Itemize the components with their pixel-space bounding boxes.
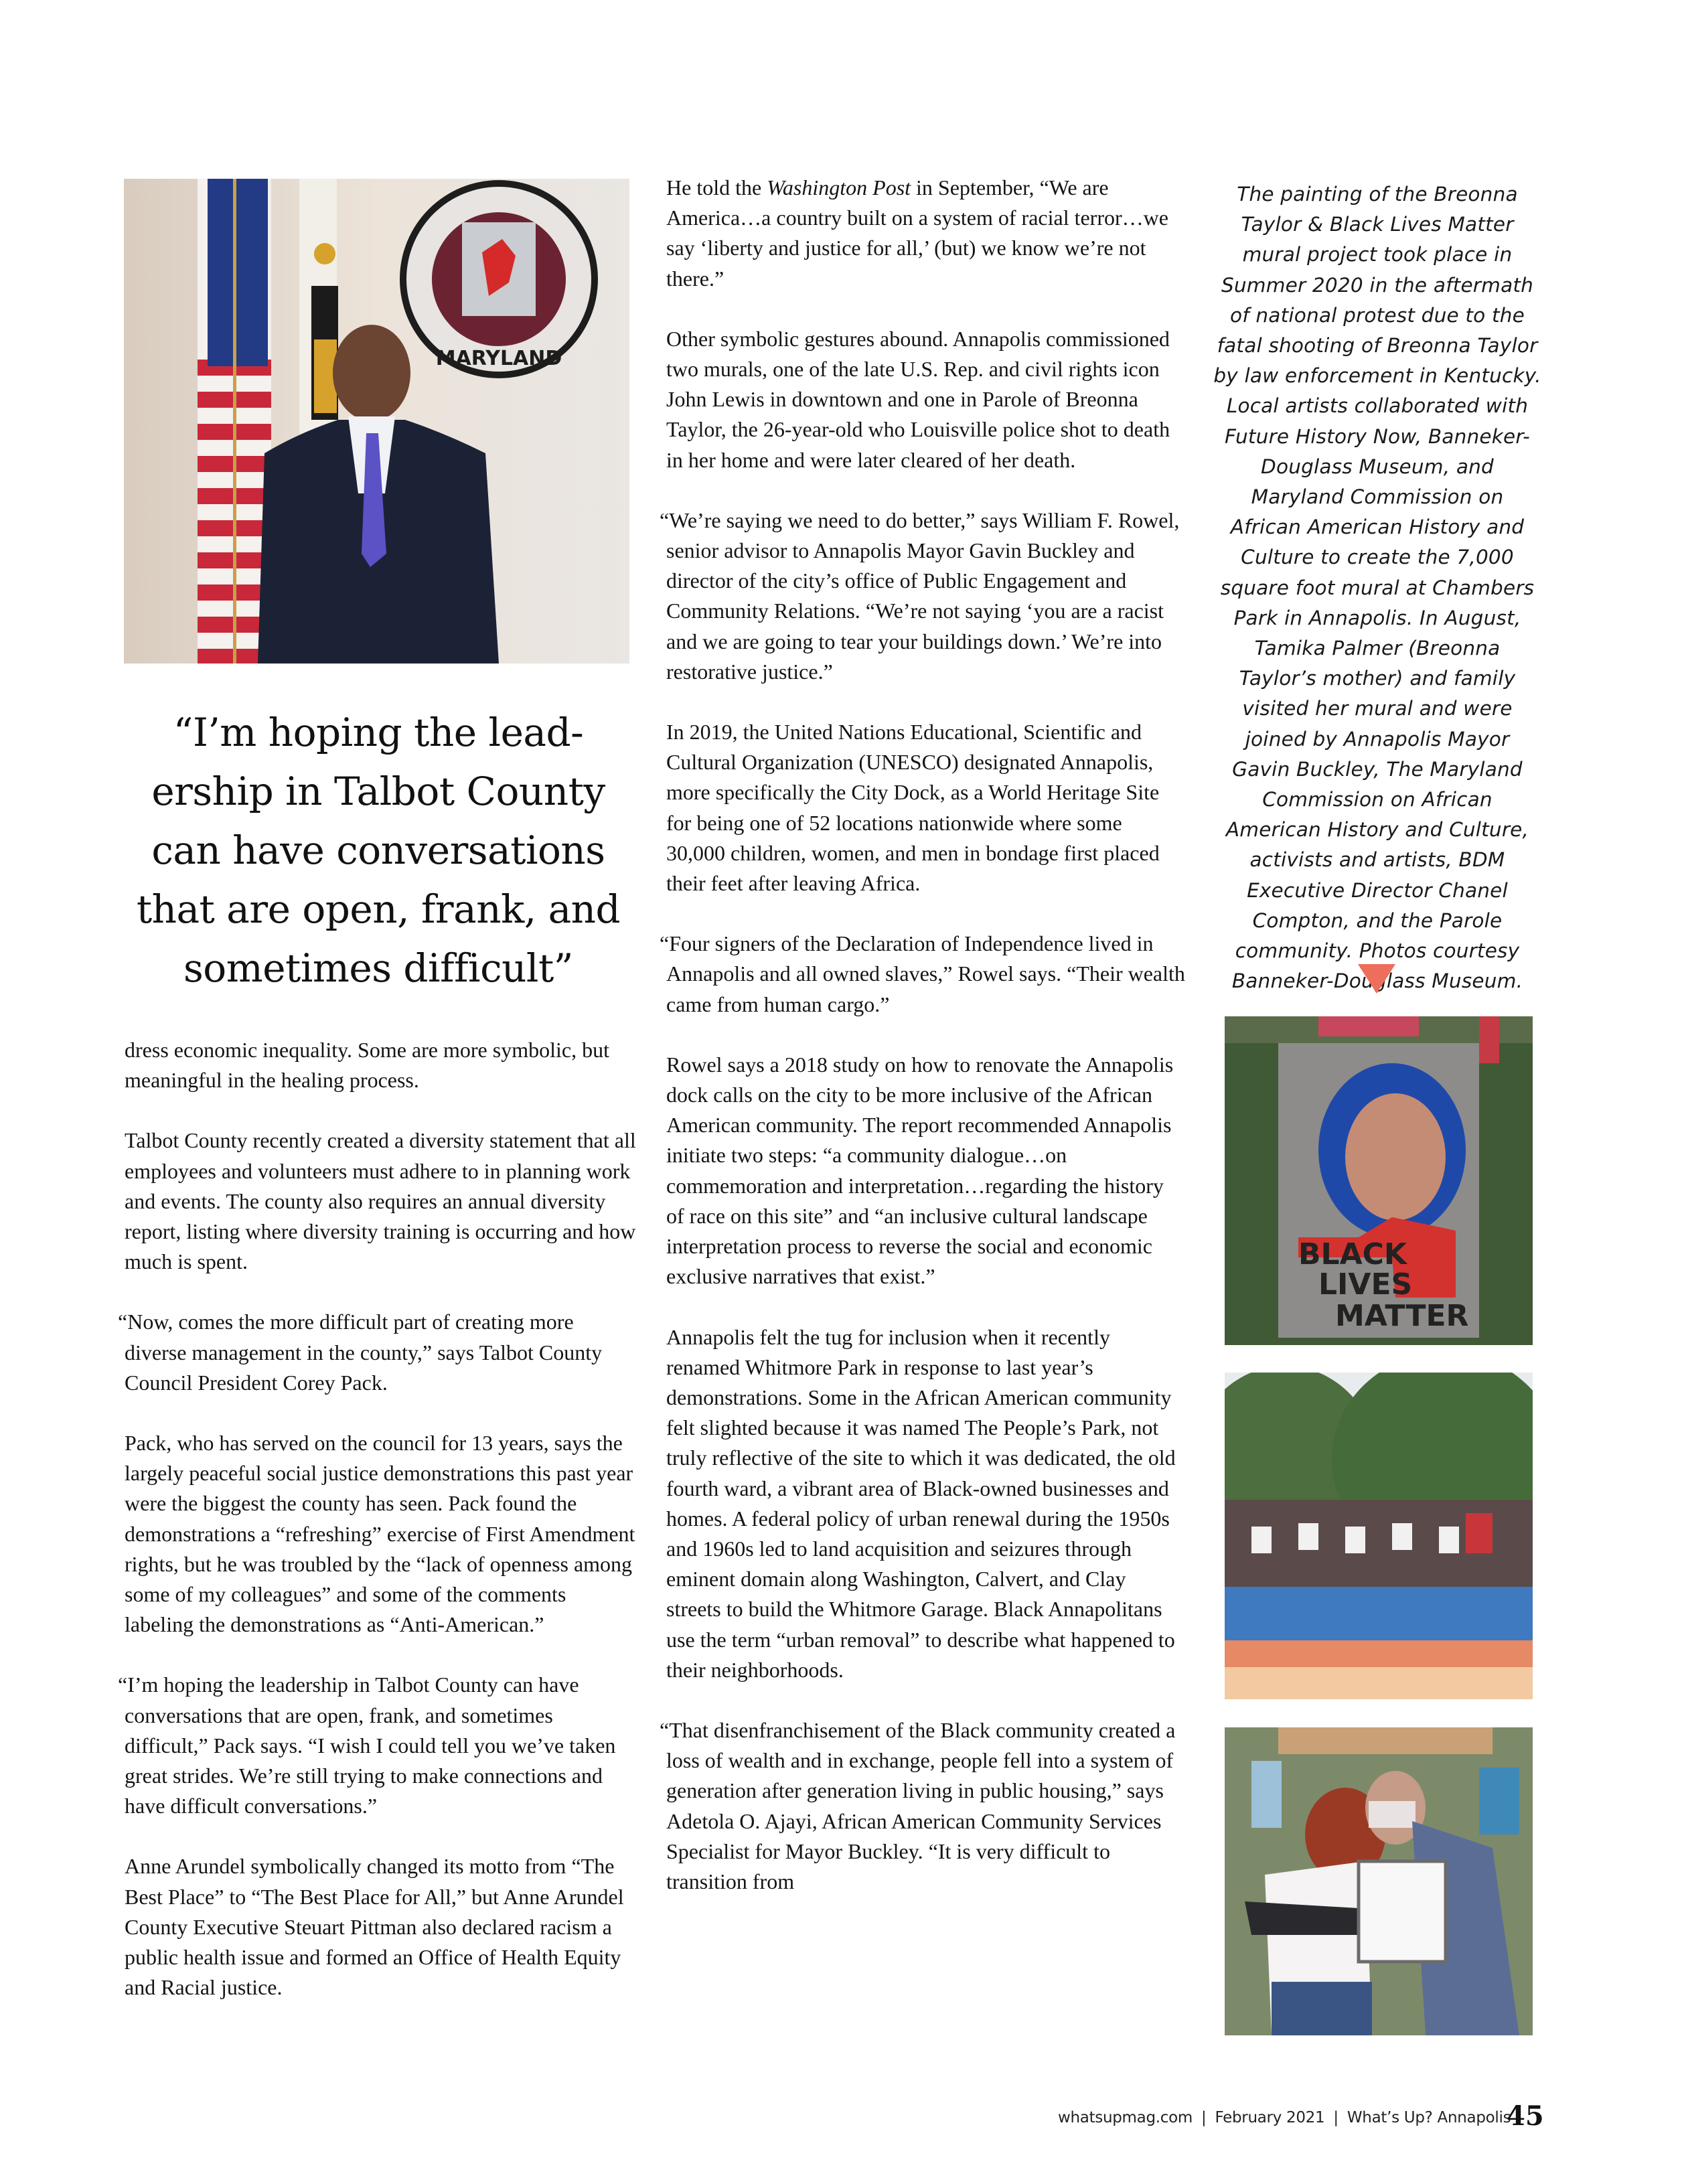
text-run: in September, “We are America…a country built on a system of racial terror…we say ‘liberty and justice for all,’ (but) we know we’re not there.” bbox=[666, 175, 1168, 291]
ceremony-photo bbox=[1225, 1727, 1533, 2035]
paragraph: Other symbolic gestures abound. Annapolis commissioned two murals, one of the late U.S. Rep. and civil rights icon John Lewis in downtown and one in Parole of Breonna Taylor, the 26-year-old who Louisville police shot to death in her home and were later cleared of her death. bbox=[666, 326, 1170, 472]
paragraph: Talbot County recently created a diversity statement that all employees and volunteers must adhere to in planning work and events. The county also requires an annual diversity report, listing where diversity training is occurring and how much is spent. bbox=[125, 1128, 636, 1274]
mural-text: MATTER bbox=[1335, 1299, 1469, 1333]
paragraph: In 2019, the United Nations Educational, Scientific and Cultural Organization (UNESCO) designated Annapolis, more specifically the City Dock, as a World Heritage Site for being one of 52 locations nationwide where some 30,000 children, women, and men in bondage first placed their feet after leaving Africa. bbox=[666, 720, 1160, 896]
pull-quote-line: ership in Talbot County bbox=[151, 769, 605, 814]
pull-quote-line: that are open, frank, and bbox=[136, 886, 621, 932]
portrait-photo bbox=[124, 179, 629, 664]
paragraph: Anne Arundel symbolically changed its motto from “The Best Place” to “The Best Place for All,” but Anne Arundel County Executive Steuart Pittman also declared racism a public health issue and formed an Office of Health Equity and Racial justice. bbox=[125, 1854, 624, 2000]
paragraph-washington-post bbox=[666, 173, 1185, 294]
mural-aerial-photo bbox=[1225, 1016, 1533, 1345]
paragraph: “Now, comes the more difficult part of creating more diverse management in the county,” says Talbot County Council President Corey Pack. bbox=[118, 1310, 603, 1395]
footer-separator: | bbox=[1201, 2109, 1207, 2126]
paragraph: Pack, who has served on the council for 13 years, says the largely peaceful social justice demonstrations this past year were the biggest the county has seen. Pack found the demonstrations a “refreshing” exercise of First Amendment rights, but he was troubled by the “lack of openness among some of my colleagues” and some of the comments labeling the demonstrations as “Anti-American.” bbox=[125, 1431, 635, 1637]
footer-issue: February 2021 bbox=[1215, 2109, 1325, 2126]
paragraph: “Four signers of the Declaration of Independence lived in Annapolis and all owned slaves,” Rowel says. “Their wealth came from human cargo.” bbox=[660, 931, 1185, 1016]
mural-illustration bbox=[1225, 1016, 1533, 1345]
footer-separator: | bbox=[1333, 2109, 1339, 2126]
paragraph: “We’re saying we need to do better,” says William F. Rowel, senior advisor to Annapolis Mayor Gavin Buckley and director of the city’s office of Public Engagement and Community Relations. “We’re not saying ‘you are a racist and we are going to tear your buildings down.’ We’re into restorative justice.” bbox=[660, 508, 1180, 684]
pull-quote-line: sometimes difficult” bbox=[183, 945, 573, 991]
crowd-illustration bbox=[1225, 1373, 1533, 1699]
pull-quote bbox=[124, 703, 633, 998]
text-run: He told the bbox=[666, 175, 767, 200]
page-footer bbox=[1058, 2109, 1511, 2126]
publication-title: Washington Post bbox=[767, 175, 911, 200]
paragraph: dress economic inequality. Some are more symbolic, but meaningful in the healing process. bbox=[125, 1038, 609, 1093]
middle-column bbox=[660, 173, 1185, 1927]
left-column bbox=[118, 1035, 637, 2033]
crowd-photo bbox=[1225, 1373, 1533, 1699]
pull-quote-line: “I’m hoping the lead- bbox=[173, 710, 584, 755]
footer-site: whatsupmag.com bbox=[1058, 2109, 1193, 2126]
paragraph: “That disenfranchisement of the Black community created a loss of wealth and in exchange, people fell into a system of generation after generation living in public housing,” says Adetola O. Ajayi, African American Community Services Specialist for Mayor Buckley. “It is very difficult to transition from bbox=[660, 1717, 1176, 1893]
photo-caption: The painting of the Breonna Taylor & Black Lives Matter mural project took place in Summer 2020 in the aftermath of national protest due to the fatal shooting of Breonna Taylor by law enforcement in Kentucky. Local artists collaborated with Future History Now, Banneker-Douglass Museum, and Maryland Commission on African American History and Culture to create the 7,000 square foot mural at Chambers Park in Annapolis. In August, Tamika Palmer (Breonna Taylor’s mother) and family visited her mural and were joined by Annapolis Mayor Gavin Buckley, The Maryland Commission on African American History and Culture, activists and artists, BDM Executive Director Chanel Compton, and the Parole community. Photos courtesy Banneker-Douglass Museum. bbox=[1213, 183, 1541, 993]
paragraph: Rowel says a 2018 study on how to renovate the Annapolis dock calls on the city to be more inclusive of the African American community. The report recommended Annapolis initiate two steps: “a community dialogue…on commemoration and interpretation…regarding the history of race on this site” and “an inclusive cultural landscape interpretation process to reverse the social and economic exclusive narratives that exist.” bbox=[666, 1052, 1174, 1289]
mural-text: BLACK bbox=[1298, 1237, 1407, 1271]
page-number: 45 bbox=[1507, 2100, 1544, 2132]
seal-text: MARYLAND bbox=[435, 347, 562, 370]
pull-quote-line: can have conversations bbox=[151, 828, 605, 873]
ceremony-illustration bbox=[1225, 1727, 1533, 2035]
paragraph: “I’m hoping the leadership in Talbot County can have conversations that are open, frank, and sometimes difficult,” Pack says. “I wish I could tell you we’ve taken great strides. We’re still trying to make connections and have difficult conversations.” bbox=[118, 1672, 616, 1818]
mural-text: LIVES bbox=[1318, 1267, 1413, 1302]
triangle-down-icon bbox=[1358, 964, 1395, 994]
footer-publication: What’s Up? Annapolis bbox=[1347, 2109, 1511, 2126]
portrait-illustration bbox=[124, 179, 629, 664]
paragraph: Annapolis felt the tug for inclusion when it recently renamed Whitmore Park in response to last year’s demonstrations. Some in the African American community felt slighted because it was named The People’s Park, not truly reflective of the site to which it was dedicated, the old fourth ward, a vibrant area of Black-owned businesses and homes. A federal policy of urban renewal during the 1950s and 1960s led to land acquisition and seizures through eminent domain along Washington, Calvert, and Clay streets to build the Whitmore Garage. Black Annapolitans use the term “urban removal” to describe what happened to their neighborhoods. bbox=[666, 1324, 1176, 1682]
